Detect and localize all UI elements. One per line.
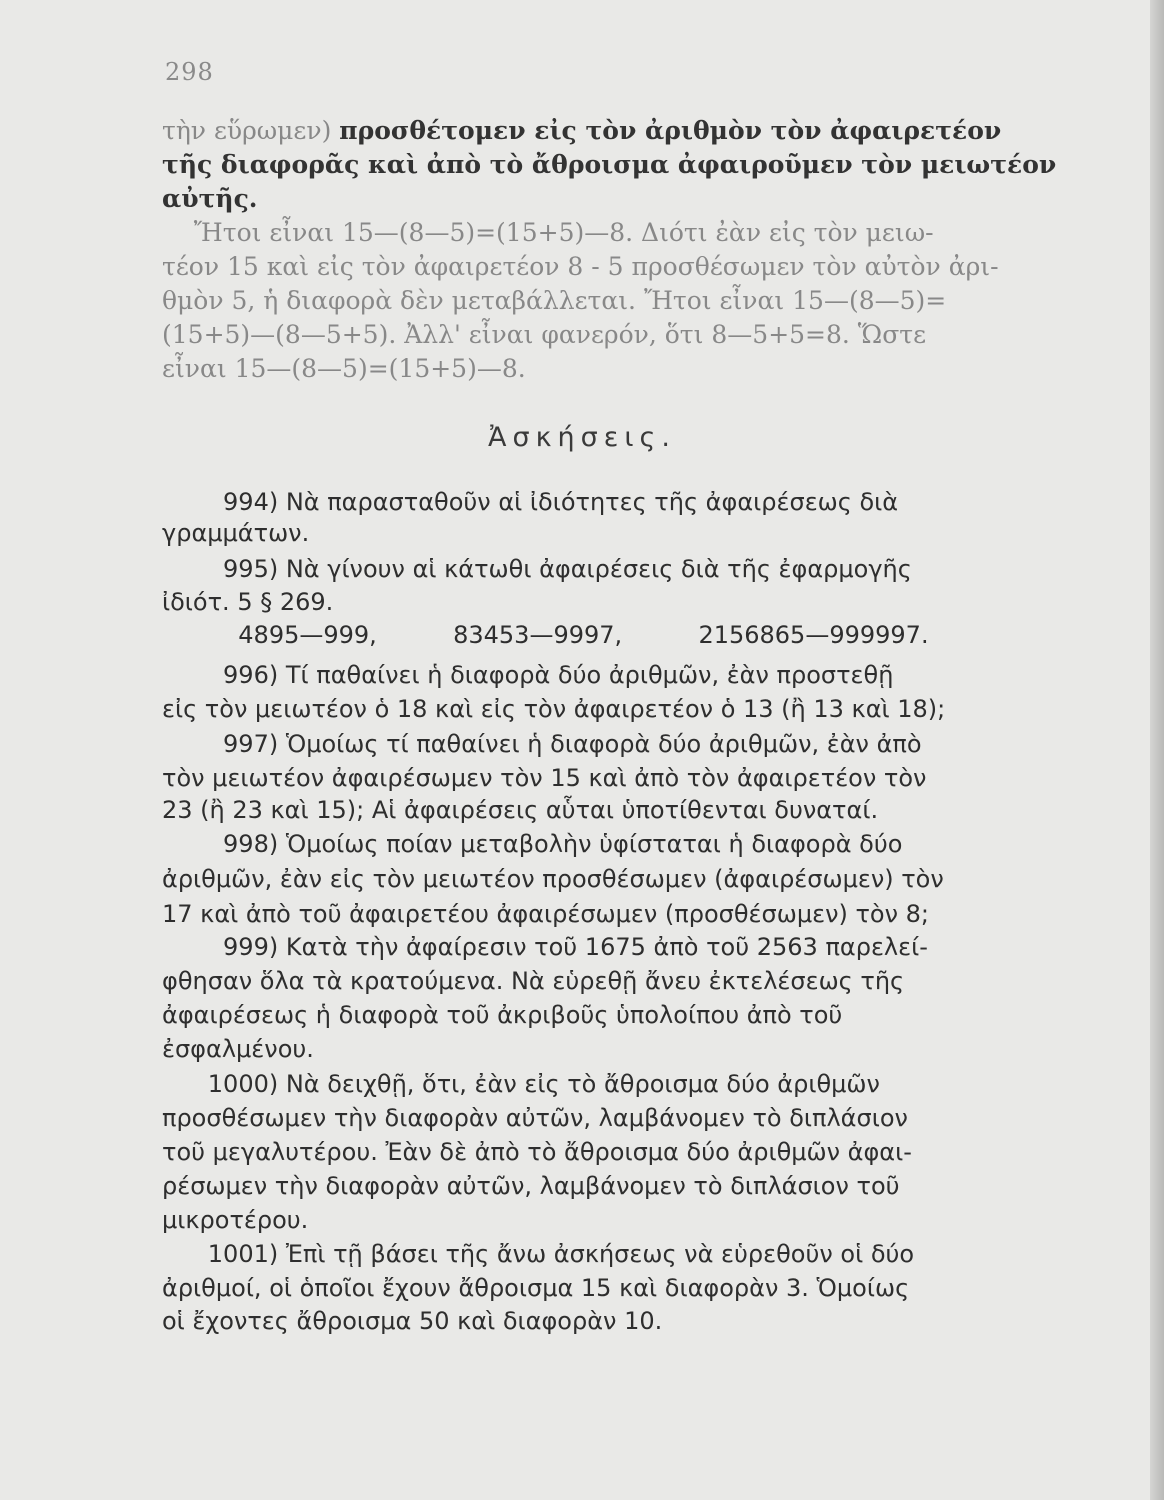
exercise-line: 996) Τί παθαίνει ἡ διαφορὰ δύο ἀριθμῶν, ἐὰν προστεθῇ — [162, 661, 894, 689]
exercise-line: 999) Κατὰ τὴν ἀφαίρεσιν τοῦ 1675 ἀπὸ τοῦ 2563 παρελεί- — [162, 933, 928, 961]
exercise-line: 998) Ὁμοίως ποίαν μεταβολὴν ὑφίσταται ἡ διαφορὰ δύο — [162, 830, 903, 858]
text-line: Ἤτοι εἶναι 15—(8—5)=(15+5)—8. Διότι ἐὰν εἰς τὸν μειω- — [162, 218, 934, 247]
text-line: τὴν εὕρωμεν) προσθέτομεν εἰς τὸν ἀριθμὸν τὸν ἀφαιρετέον — [162, 116, 1002, 145]
exercise-line: τοῦ μεγαλυτέρου. Ἐὰν δὲ ἀπὸ τὸ ἄθροισμα δύο ἀριθμῶν ἀφαι- — [162, 1138, 912, 1166]
exercise-line: τὸν μειωτέον ἀφαιρέσωμεν τὸν 15 καὶ ἀπὸ τὸν ἀφαιρετέον τὸν — [162, 764, 927, 792]
exercise-line: ἐσφαλμένου. — [162, 1035, 314, 1063]
text-line: θμὸν 5, ἡ διαφορὰ δὲν μεταβάλλεται. Ἤτοι εἶναι 15—(8—5)= — [162, 286, 947, 315]
exercise-line: 23 (ἢ 23 καὶ 15); Αἱ ἀφαιρέσεις αὗται ὑποτίθενται δυναταί. — [162, 796, 879, 824]
exercise-line: 994) Νὰ παρασταθοῦν αἱ ἰδιότητες τῆς ἀφαιρέσεως διὰ — [162, 488, 899, 516]
page-number: 298 — [165, 58, 214, 86]
exercise-line: ρέσωμεν τὴν διαφορὰν αὐτῶν, λαμβάνομεν τὸ διπλάσιον τοῦ — [162, 1172, 900, 1200]
exercise-line: 997) Ὁμοίως τί παθαίνει ἡ διαφορὰ δύο ἀριθμῶν, ἐὰν ἀπὸ — [162, 730, 922, 758]
exercise-line: ἀριθμῶν, ἐὰν εἰς τὸν μειωτέον προσθέσωμεν (ἀφαιρέσωμεν) τὸν — [162, 865, 944, 893]
text-line: (15+5)—(8—5+5). Ἀλλ' εἶναι φανερόν, ὅτι 8—5+5=8. Ὥστε — [162, 320, 927, 349]
text-line: αὐτῆς. — [162, 184, 258, 213]
exercise-line: 1000) Νὰ δειχθῇ, ὅτι, ἐὰν εἰς τὸ ἄθροισμα δύο ἀριθμῶν — [162, 1070, 880, 1098]
exercise-line: ἀφαιρέσεως ἡ διαφορὰ τοῦ ἀκριβοῦς ὑπολοίπου ἀπὸ τοῦ — [162, 1001, 843, 1029]
exercise-line: οἱ ἔχοντες ἄθροισμα 50 καὶ διαφορὰν 10. — [162, 1307, 663, 1335]
exercise-line: 17 καὶ ἀπὸ τοῦ ἀφαιρετέου ἀφαιρέσωμεν (προσθέσωμεν) τὸν 8; — [162, 900, 929, 928]
exercise-line: μικροτέρου. — [162, 1206, 309, 1234]
exercise-line: 1001) Ἐπὶ τῇ βάσει τῆς ἄνω ἀσκήσεως νὰ εὑρεθοῦν οἱ δύο — [162, 1240, 915, 1268]
text-line: τέον 15 καὶ εἰς τὸν ἀφαιρετέον 8 - 5 προσθέσωμεν τὸν αὐτὸν ἀρι- — [162, 252, 999, 281]
text-line: εἶναι 15—(8—5)=(15+5)—8. — [162, 354, 526, 383]
section-heading: Ἀσκήσεις. — [488, 422, 676, 453]
exercise-line: προσθέσωμεν τὴν διαφορὰν αὐτῶν, λαμβάνομεν τὸ διπλάσιον — [162, 1104, 908, 1132]
text-line: τῆς διαφορᾶς καὶ ἀπὸ τὸ ἄθροισμα ἀφαιροῦμεν τὸν μειωτέον — [162, 150, 1057, 179]
exercise-line: 4895—999, 83453—9997, 2156865—999997. — [162, 621, 929, 649]
exercise-line: εἰς τὸν μειωτέον ὁ 18 καὶ εἰς τὸν ἀφαιρετέον ὁ 13 (ἢ 13 καὶ 18); — [162, 695, 946, 723]
exercise-line: ἰδιότ. 5 § 269. — [162, 588, 334, 616]
exercise-line: γραμμάτων. — [162, 519, 310, 547]
exercise-line: φθησαν ὅλα τὰ κρατούμενα. Νὰ εὑρεθῇ ἄνευ ἐκτελέσεως τῆς — [162, 967, 905, 995]
page-edge-shadow — [1150, 0, 1164, 1500]
exercise-line: ἀριθμοί, οἱ ὁποῖοι ἔχουν ἄθροισμα 15 καὶ διαφορὰν 3. Ὁμοίως — [162, 1274, 910, 1302]
exercise-line: 995) Νὰ γίνουν αἱ κάτωθι ἀφαιρέσεις διὰ τῆς ἐφαρμογῆς — [162, 555, 912, 583]
